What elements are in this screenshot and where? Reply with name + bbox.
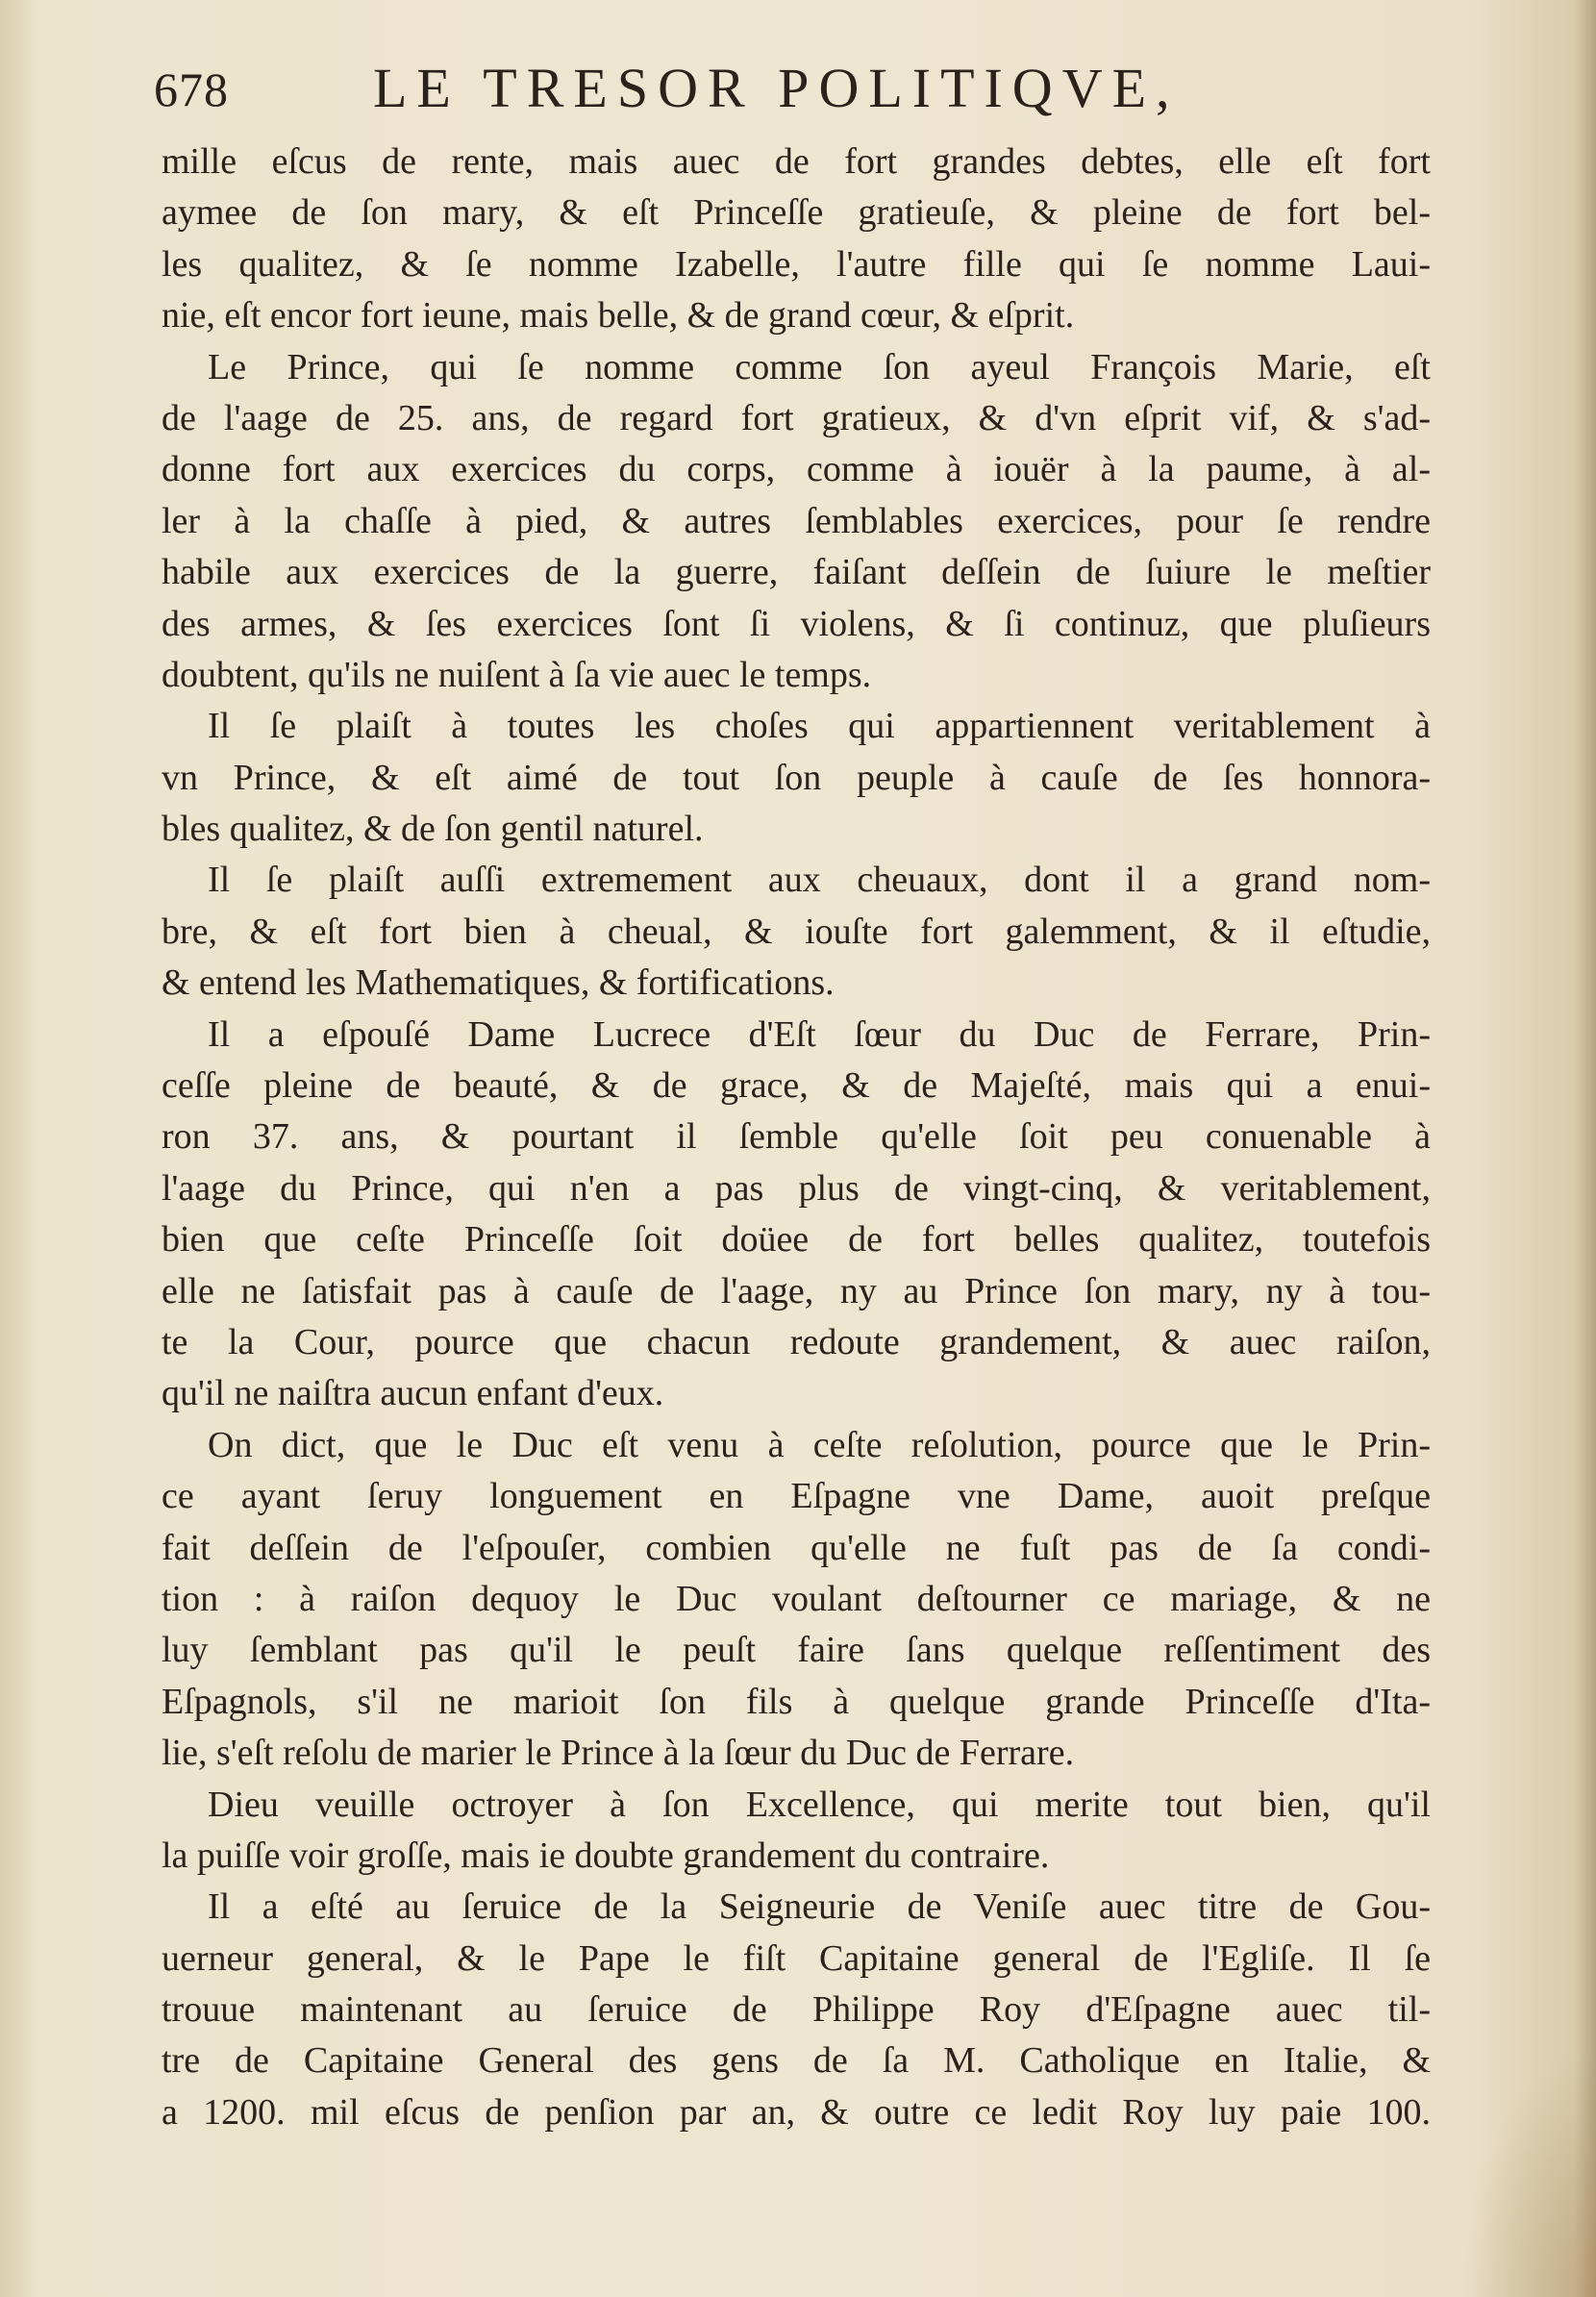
- text-line: vn Prince, & eſt aimé de tout ſon peuple à cauſe de ſes honnora-: [162, 757, 1431, 798]
- text-line: lie, s'eſt reſolu de marier le Prince à la ſœur du Duc de Ferrare.: [162, 1733, 1075, 1774]
- text-line: ler à la chaſſe à pied, & autres ſemblables exercices, pour ſe rendre: [162, 500, 1431, 541]
- corner-stain: [1461, 2047, 1596, 2297]
- text-line: Il a eſté au ſeruice de la Seigneurie de Veniſe auec titre de Gou-: [208, 1886, 1431, 1928]
- text-line: luy ſemblant pas qu'il le peuſt faire ſans quelque reſſentiment des: [162, 1630, 1431, 1671]
- text-line: bre, & eſt fort bien à cheual, & iouſte fort galemment, & il eſtudie,: [162, 911, 1431, 952]
- page-number: 678: [154, 62, 229, 116]
- text-line: des armes, & ſes exercices ſont ſi violens, & ſi continuz, que pluſieurs: [162, 603, 1431, 644]
- text-line: Eſpagnols, s'il ne marioit ſon fils à quelque grande Princeſſe d'Ita-: [162, 1681, 1431, 1722]
- text-line: ce ayant ſeruy longuement en Eſpagne vne Dame, auoit preſque: [162, 1476, 1431, 1517]
- page-edge-shadow: [1575, 0, 1596, 2297]
- text-line: ron 37. ans, & pourtant il ſemble qu'elle ſoit peu conuenable à: [162, 1116, 1431, 1158]
- page-header: [154, 56, 1442, 133]
- text-line: Le Prince, qui ſe nomme comme ſon ayeul François Marie, eſt: [208, 346, 1431, 387]
- text-line: & entend les Mathematiques, & fortifications.: [162, 962, 835, 1004]
- text-line: te la Cour, pource que chacun redoute grandement, & auec raiſon,: [162, 1321, 1431, 1362]
- text-line: bien que ceſte Princeſſe ſoit doüee de fort belles qualitez, toutefois: [162, 1219, 1431, 1261]
- text-line: ceſſe pleine de beauté, & de grace, & de Majeſté, mais qui a enui-: [162, 1065, 1431, 1107]
- text-line: aymee de ſon mary, & eſt Princeſſe gratieuſe, & pleine de fort bel-: [162, 192, 1431, 234]
- text-line: tion : à raiſon dequoy le Duc voulant deſtourner ce mariage, & ne: [162, 1578, 1431, 1619]
- text-line: Il ſe plaiſt à toutes les choſes qui appartiennent veritablement à: [208, 706, 1431, 747]
- text-line: trouue maintenant au ſeruice de Philippe Roy d'Eſpagne auec til-: [162, 1989, 1431, 2031]
- text-line: les qualitez, & ſe nomme Izabelle, l'autre fille qui ſe nomme Laui-: [162, 243, 1431, 285]
- text-line: nie, eſt encor fort ieune, mais belle, & de grand cœur, & eſprit.: [162, 295, 1075, 337]
- text-line: habile aux exercices de la guerre, faiſant deſſein de ſuiure le meſtier: [162, 552, 1431, 593]
- body-text: [162, 137, 1431, 2138]
- text-line: fait deſſein de l'eſpouſer, combien qu'elle ne fuſt pas de ſa condi-: [162, 1527, 1431, 1568]
- text-line: donne fort aux exercices du corps, comme à iouër à la paume, à al-: [162, 449, 1431, 490]
- text-line: doubtent, qu'ils ne nuiſent à ſa vie auec le temps.: [162, 654, 872, 695]
- text-line: de l'aage de 25. ans, de regard fort gratieux, & d'vn eſprit vif, & s'ad-: [162, 397, 1431, 438]
- text-line: Il ſe plaiſt auſſi extremement aux cheuaux, dont il a grand nom-: [208, 860, 1431, 901]
- text-line: elle ne ſatisfait pas à cauſe de l'aage, ny au Prince ſon mary, ny à tou-: [162, 1270, 1431, 1311]
- text-line: uerneur general, & le Pape le fiſt Capitaine general de l'Egliſe. Il ſe: [162, 1937, 1431, 1979]
- text-line: On dict, que le Duc eſt venu à ceſte reſolution, pource que le Prin-: [208, 1424, 1431, 1465]
- text-line: mille eſcus de rente, mais auec de fort grandes debtes, elle eſt fort: [162, 141, 1431, 182]
- text-line: a 1200. mil eſcus de penſion par an, & outre ce ledit Roy luy paie 100.: [162, 2091, 1431, 2133]
- text-line: l'aage du Prince, qui n'en a pas plus de vingt-cinq, & veritablement,: [162, 1167, 1431, 1209]
- text-line: Il a eſpouſé Dame Lucrece d'Eſt ſœur du Duc de Ferrare, Prin-: [208, 1013, 1431, 1055]
- text-line: la puiſſe voir groſſe, mais ie doubte grandement du contraire.: [162, 1835, 1050, 1876]
- text-line: Dieu veuille octroyer à ſon Excellence, qui merite tout bien, qu'il: [208, 1784, 1431, 1825]
- running-head: LE TRESOR POLITIQVE,: [373, 57, 1180, 119]
- text-line: tre de Capitaine General des gens de ſa M. Catholique en Italie, &: [162, 2040, 1431, 2082]
- text-line: qu'il ne naiſtra aucun enfant d'eux.: [162, 1373, 664, 1414]
- text-line: bles qualitez, & de ſon gentil naturel.: [162, 809, 704, 850]
